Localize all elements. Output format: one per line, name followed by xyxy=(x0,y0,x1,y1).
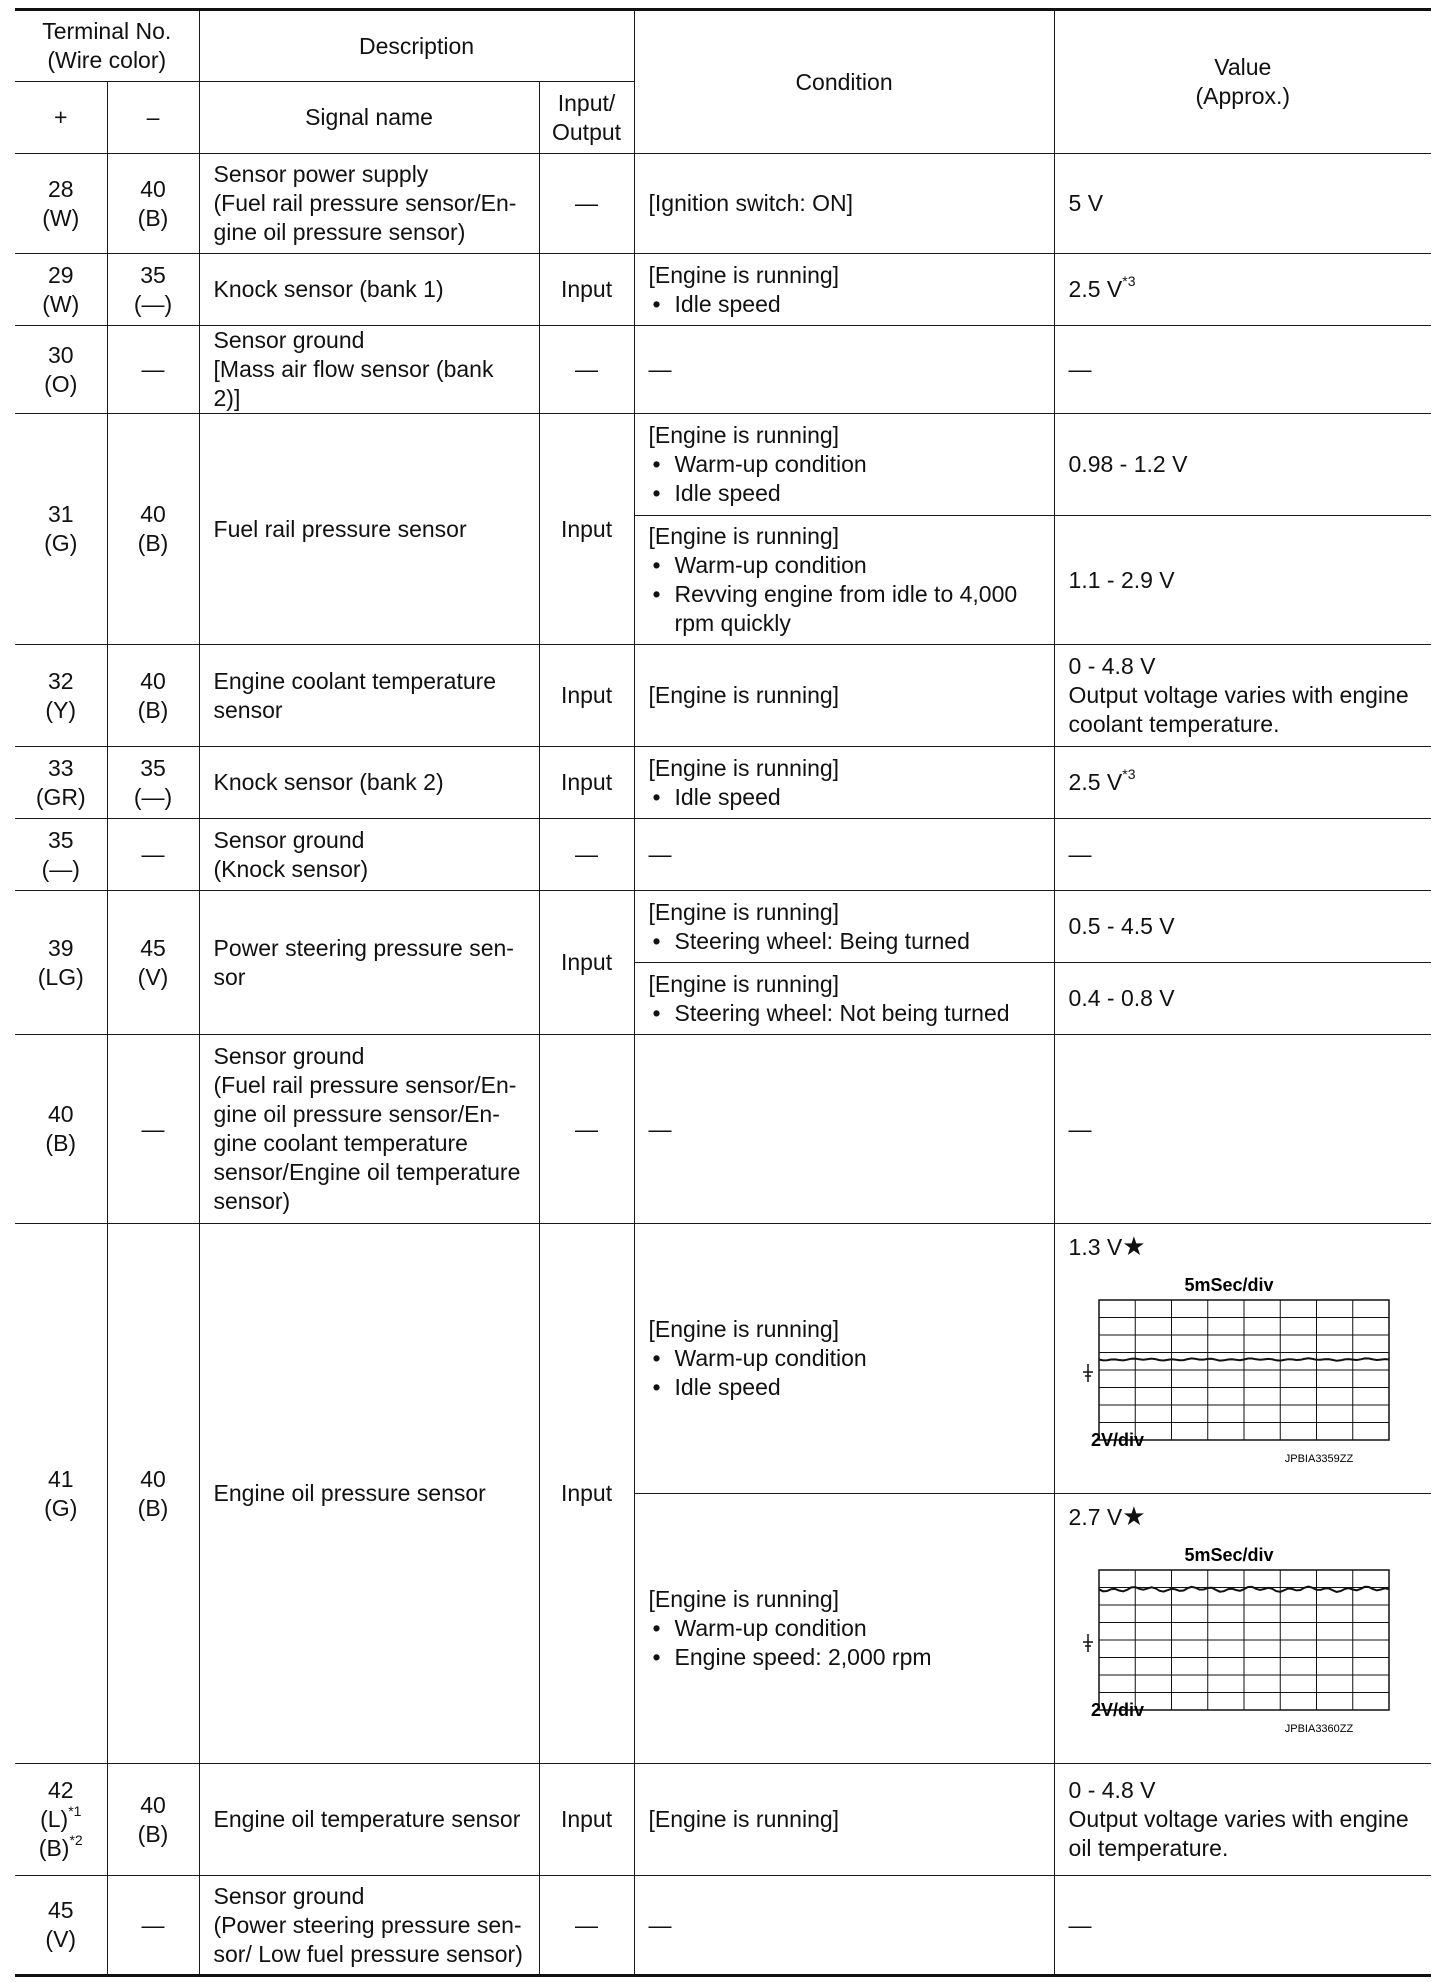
io-type: Input xyxy=(539,1224,634,1764)
condition: [Engine is running] xyxy=(634,1764,1054,1876)
io-type: — xyxy=(539,1876,634,1976)
minus-terminal: — xyxy=(107,819,199,891)
wire-color-label: (Wire color) xyxy=(47,47,167,73)
wire-color: (O) xyxy=(44,370,78,397)
description-header: Description xyxy=(199,10,634,82)
value: — xyxy=(1054,1876,1431,1976)
plus-terminal xyxy=(15,254,107,326)
condition: — xyxy=(634,1876,1054,1976)
table-row xyxy=(15,1876,1431,1976)
terminal-number: 35 xyxy=(47,826,74,853)
condition: — xyxy=(634,1035,1054,1224)
io-type: Input xyxy=(539,891,634,1035)
scope-grid xyxy=(1099,1300,1389,1440)
terminal-number: 45 xyxy=(140,934,166,961)
terminal-number: 45 xyxy=(47,1897,74,1923)
io-type: Input xyxy=(539,645,634,747)
star-icon: ★ xyxy=(1122,1501,1146,1531)
value: 0.4 - 0.8 V xyxy=(1054,963,1431,1035)
value: 5 V xyxy=(1054,154,1431,254)
plus-terminal xyxy=(15,1876,107,1976)
wire-color: (LG) xyxy=(37,963,84,990)
condition-bullet: • Warm-up condition xyxy=(649,1344,1040,1373)
wire-color: (V) xyxy=(45,1926,77,1952)
condition: [Engine is running] xyxy=(634,645,1054,747)
minus-terminal xyxy=(107,254,199,326)
plus-terminal xyxy=(15,819,107,891)
table-row xyxy=(15,414,1431,516)
signal-name: Knock sensor (bank 2) xyxy=(199,747,539,819)
terminal-number: 32 xyxy=(47,667,74,694)
condition-head: [Engine is running] xyxy=(648,261,840,288)
value: — xyxy=(1054,1035,1431,1224)
wire-color-text: (B) xyxy=(38,1835,70,1861)
signal-line: Engine coolant temperature xyxy=(213,667,497,694)
table-row xyxy=(15,1224,1431,1494)
voltage-div-label: 2V/div xyxy=(1090,1700,1144,1720)
signal-line: sor xyxy=(213,963,246,990)
value-label: Value xyxy=(1214,54,1272,80)
wire-color: (W) xyxy=(42,290,80,317)
scope-grid xyxy=(1099,1570,1389,1710)
terminal-header xyxy=(15,10,199,82)
footnote-ref: *3 xyxy=(1122,766,1136,783)
value-text: 1.3 V xyxy=(1068,1234,1123,1260)
signal-line: Sensor ground xyxy=(213,327,365,353)
wire-color: (—) xyxy=(41,855,80,882)
minus-terminal xyxy=(107,645,199,747)
approx-label: (Approx.) xyxy=(1195,83,1291,109)
wire-color: (—) xyxy=(133,290,173,317)
wire-color: (B) xyxy=(45,1130,77,1156)
value xyxy=(1054,747,1431,819)
condition xyxy=(634,891,1054,963)
io-header xyxy=(539,82,634,154)
minus-terminal xyxy=(107,1224,199,1764)
footnote-ref: *2 xyxy=(69,1832,83,1849)
table-row xyxy=(15,1764,1431,1876)
io-type: Input xyxy=(539,747,634,819)
condition-head: [Engine is running] xyxy=(648,754,840,781)
condition-head: [Engine is running] xyxy=(648,422,840,448)
condition xyxy=(634,963,1054,1035)
table-row xyxy=(15,254,1431,326)
signal-line: sensor xyxy=(213,696,283,723)
ground-icon xyxy=(1083,1364,1093,1382)
value xyxy=(1054,1764,1431,1876)
condition-head: [Engine is running] xyxy=(648,523,840,549)
plus-terminal xyxy=(15,1035,107,1224)
table-row xyxy=(15,819,1431,891)
condition-bullet: • Warm-up condition xyxy=(649,551,1040,580)
condition xyxy=(634,1224,1054,1494)
terminal-number: 29 xyxy=(47,261,74,288)
waveform-trace xyxy=(1099,1358,1389,1360)
wire-color: (B) xyxy=(137,1820,169,1847)
plus-terminal xyxy=(15,154,107,254)
condition-bullet: • Idle speed xyxy=(649,783,1040,812)
terminal-number: 40 xyxy=(140,667,166,694)
signal-line: Sensor ground xyxy=(213,826,365,853)
plus-terminal xyxy=(15,1224,107,1764)
condition: — xyxy=(634,326,1054,414)
value-line: oil temperature. xyxy=(1068,1835,1229,1861)
signal-line: (Fuel rail pressure sensor/En- xyxy=(213,190,517,216)
timebase-label: 5mSec/div xyxy=(1184,1275,1274,1295)
signal-name: Fuel rail pressure sensor xyxy=(199,414,539,645)
value-text: 2.7 V xyxy=(1068,1504,1123,1530)
condition xyxy=(634,747,1054,819)
terminal-number: 40 xyxy=(140,501,166,527)
condition-header: Condition xyxy=(634,10,1054,154)
signal-line: gine oil pressure sensor/En- xyxy=(213,1101,500,1127)
terminal-number: 40 xyxy=(140,1465,166,1492)
wire-color: (B) xyxy=(137,204,169,231)
minus-terminal xyxy=(107,747,199,819)
figure-code: JPBIA3359ZZ xyxy=(1284,1453,1353,1465)
value-line: coolant temperature. xyxy=(1068,711,1280,737)
voltage-div-label: 2V/div xyxy=(1090,1430,1144,1450)
condition-bullet: • Idle speed xyxy=(649,1373,1040,1402)
terminal-number: 40 xyxy=(47,1101,74,1127)
value xyxy=(1054,1224,1431,1494)
terminal-number: 42 xyxy=(47,1777,74,1803)
value: 0.98 - 1.2 V xyxy=(1054,414,1431,516)
footnote-ref: *3 xyxy=(1122,273,1136,290)
timebase-label: 5mSec/div xyxy=(1184,1545,1274,1565)
table-row xyxy=(15,326,1431,414)
condition-bullet: • Warm-up condition xyxy=(649,1614,1040,1643)
minus-header: – xyxy=(107,82,199,154)
condition-bullet: • Steering wheel: Being turned xyxy=(649,927,1040,956)
condition-bullet: • Revving engine from idle to 4,000 rpm quickly xyxy=(649,580,1040,638)
value-line: Output voltage varies with engine xyxy=(1068,1806,1409,1832)
wire-color: (G) xyxy=(44,530,78,556)
wire-color: (Y) xyxy=(45,696,77,723)
value: — xyxy=(1054,326,1431,414)
table-row xyxy=(15,645,1431,747)
wire-color xyxy=(17,1834,105,1863)
value-text: 2.5 V xyxy=(1068,769,1123,795)
condition-bullet: • Steering wheel: Not being turned xyxy=(649,999,1040,1028)
plus-terminal xyxy=(15,1764,107,1876)
signal-line: sensor/Engine oil temperature xyxy=(213,1159,521,1185)
signal-name: Knock sensor (bank 1) xyxy=(199,254,539,326)
terminal-number: 35 xyxy=(140,261,166,288)
plus-terminal xyxy=(15,414,107,645)
value xyxy=(1054,645,1431,747)
terminal-number: 33 xyxy=(47,754,74,781)
wire-color: (B) xyxy=(137,1494,169,1521)
header-row-1 xyxy=(15,10,1431,82)
signal-line: Power steering pressure sen- xyxy=(213,934,514,961)
condition-bullet: • Warm-up condition xyxy=(649,450,1040,479)
io-type: Input xyxy=(539,1764,634,1876)
page xyxy=(15,8,1431,1977)
value-line: 0 - 4.8 V xyxy=(1068,653,1156,679)
minus-terminal: — xyxy=(107,1876,199,1976)
table-row xyxy=(15,891,1431,963)
io-header-line2: Output xyxy=(552,118,622,145)
signal-name xyxy=(199,326,539,414)
signal-name: Engine oil temperature sensor xyxy=(199,1764,539,1876)
value: 0.5 - 4.5 V xyxy=(1054,891,1431,963)
condition: [Ignition switch: ON] xyxy=(634,154,1054,254)
value: — xyxy=(1054,819,1431,891)
terminal-number: 39 xyxy=(47,934,74,961)
wire-color xyxy=(17,1805,105,1834)
minus-terminal xyxy=(107,891,199,1035)
signal-line: (Fuel rail pressure sensor/En- xyxy=(213,1072,517,1098)
oscilloscope-idle-graph xyxy=(1069,1264,1399,1469)
io-type: Input xyxy=(539,414,634,645)
table-row xyxy=(15,747,1431,819)
oscilloscope-2000rpm xyxy=(1069,1534,1399,1739)
wire-color-text: (L) xyxy=(40,1806,69,1832)
value-line xyxy=(1069,1232,1418,1262)
signal-line: sor/ Low fuel pressure sensor) xyxy=(213,1940,523,1967)
terminal-number: 31 xyxy=(47,501,74,527)
oscilloscope-2000rpm-graph xyxy=(1069,1534,1399,1739)
value-header xyxy=(1054,10,1431,154)
terminal-number: 41 xyxy=(47,1465,74,1492)
condition xyxy=(634,1494,1054,1764)
plus-terminal xyxy=(15,645,107,747)
signal-line: (Power steering pressure sen- xyxy=(213,1911,522,1938)
terminal-number: 35 xyxy=(140,754,166,781)
io-header-line1: Input/ xyxy=(557,89,616,116)
condition-bullet: • Idle speed xyxy=(649,290,1040,319)
terminal-table xyxy=(15,8,1431,1977)
condition-head: [Engine is running] xyxy=(648,1316,840,1342)
minus-terminal xyxy=(107,1764,199,1876)
oscilloscope-idle xyxy=(1069,1264,1399,1469)
minus-terminal xyxy=(107,154,199,254)
value: 1.1 - 2.9 V xyxy=(1054,516,1431,645)
signal-name-header: Signal name xyxy=(199,82,539,154)
io-type: — xyxy=(539,1035,634,1224)
plus-terminal xyxy=(15,891,107,1035)
condition-bullet: • Engine speed: 2,000 rpm xyxy=(649,1643,1040,1672)
terminal-number: 40 xyxy=(140,175,166,202)
signal-line: sensor) xyxy=(213,1188,291,1214)
signal-line: Sensor ground xyxy=(213,1043,365,1069)
condition-bullet: • Idle speed xyxy=(649,479,1040,508)
value-text: 2.5 V xyxy=(1068,276,1123,302)
wire-color: (V) xyxy=(137,963,169,990)
terminal-number: 30 xyxy=(47,341,74,368)
condition xyxy=(634,254,1054,326)
signal-line: Sensor ground xyxy=(213,1882,365,1909)
minus-terminal xyxy=(107,414,199,645)
value xyxy=(1054,1494,1431,1764)
wire-color: (W) xyxy=(42,204,80,231)
signal-name xyxy=(199,645,539,747)
terminal-number: 28 xyxy=(47,175,74,202)
plus-header: + xyxy=(15,82,107,154)
table-row xyxy=(15,154,1431,254)
signal-line: [Mass air flow sensor (bank 2)] xyxy=(213,356,494,411)
wire-color: (GR) xyxy=(35,783,86,810)
condition xyxy=(634,516,1054,645)
value-line: 0 - 4.8 V xyxy=(1068,1777,1156,1803)
star-icon: ★ xyxy=(1122,1231,1146,1261)
wire-color: (—) xyxy=(133,783,173,810)
signal-line: gine oil pressure sensor) xyxy=(213,219,466,245)
minus-terminal: — xyxy=(107,326,199,414)
signal-name: Engine oil pressure sensor xyxy=(199,1224,539,1764)
value-line xyxy=(1069,1502,1418,1532)
value xyxy=(1054,254,1431,326)
terminal-number: 40 xyxy=(140,1791,166,1818)
wire-color: (B) xyxy=(137,696,169,723)
wire-color: (G) xyxy=(44,1494,78,1521)
plus-terminal xyxy=(15,326,107,414)
wire-color: (B) xyxy=(137,530,169,556)
footnote-ref: *1 xyxy=(68,1803,82,1820)
minus-terminal: — xyxy=(107,1035,199,1224)
signal-line: gine coolant temperature xyxy=(213,1130,468,1156)
signal-line: (Knock sensor) xyxy=(213,855,369,882)
signal-name xyxy=(199,1876,539,1976)
io-type: Input xyxy=(539,254,634,326)
condition xyxy=(634,414,1054,516)
io-type: — xyxy=(539,154,634,254)
signal-name xyxy=(199,154,539,254)
condition-head: [Engine is running] xyxy=(648,1586,840,1612)
signal-line: Sensor power supply xyxy=(213,161,429,187)
ground-icon xyxy=(1083,1634,1093,1652)
condition: — xyxy=(634,819,1054,891)
signal-name xyxy=(199,1035,539,1224)
io-type: — xyxy=(539,326,634,414)
value-line: Output voltage varies with engine xyxy=(1068,682,1409,708)
io-type: — xyxy=(539,819,634,891)
plus-terminal xyxy=(15,747,107,819)
condition-head: [Engine is running] xyxy=(648,898,840,925)
condition-head: [Engine is running] xyxy=(648,970,840,997)
table-row xyxy=(15,1035,1431,1224)
figure-code: JPBIA3360ZZ xyxy=(1284,1723,1353,1735)
signal-name xyxy=(199,819,539,891)
signal-name xyxy=(199,891,539,1035)
terminal-no-label: Terminal No. xyxy=(42,18,172,44)
